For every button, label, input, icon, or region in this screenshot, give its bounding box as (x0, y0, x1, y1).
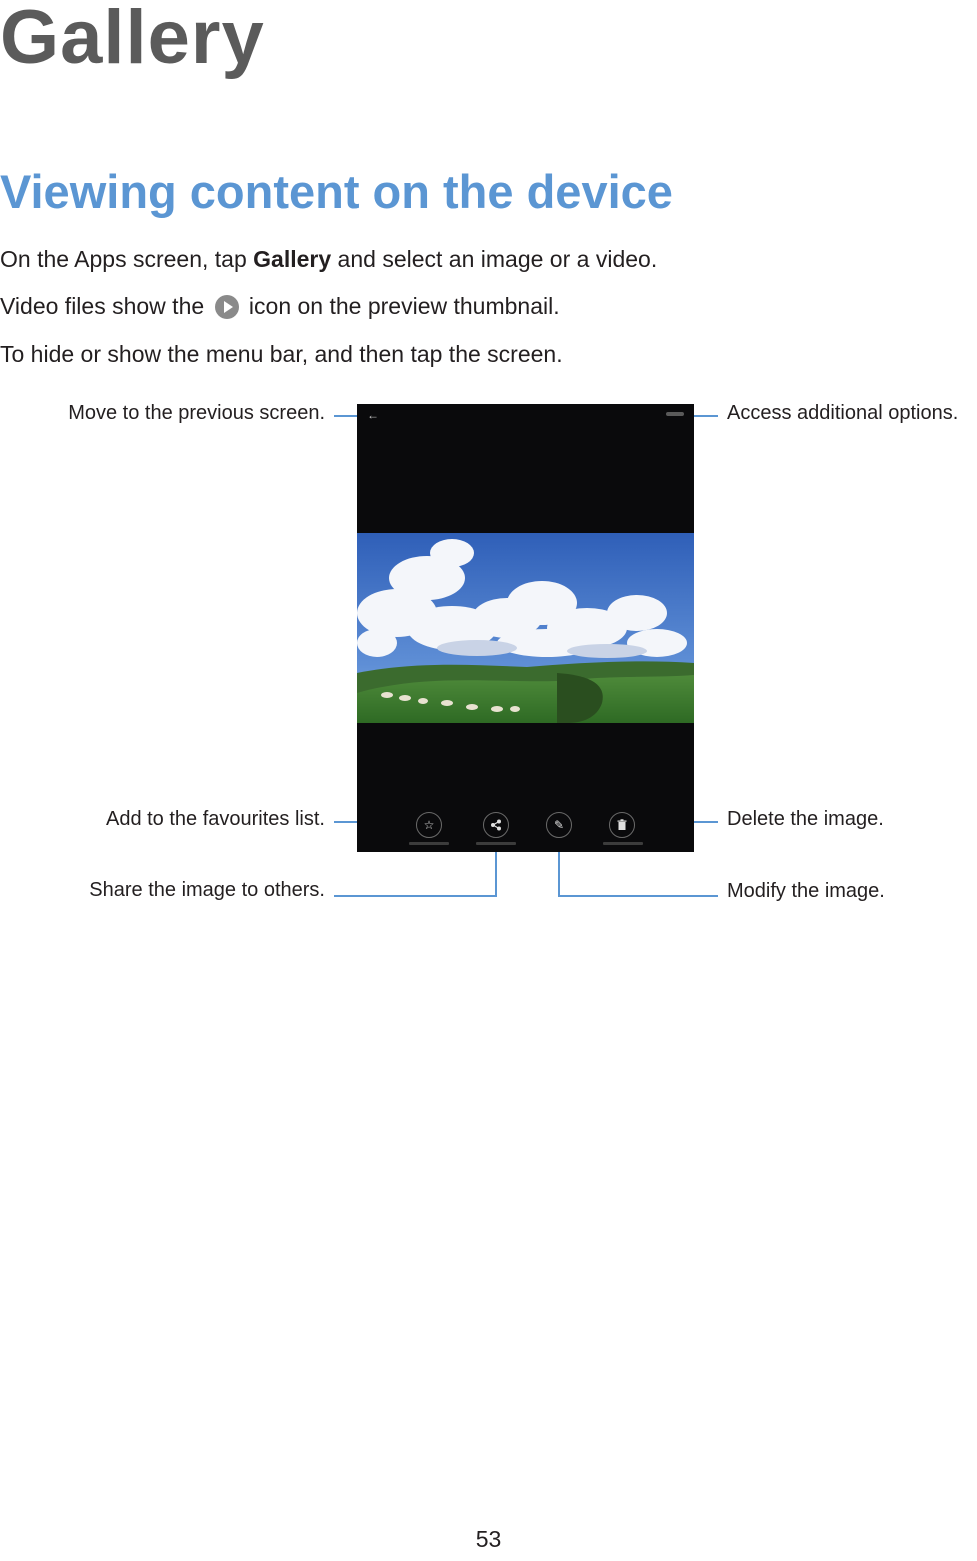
callout-share-image: Share the image to others. (89, 879, 325, 901)
trash-icon (617, 819, 627, 831)
instruction-video-icon: Video files show the icon on the preview thumbnail. (0, 293, 560, 319)
favourite-button[interactable] (416, 812, 442, 838)
share-icon (490, 819, 502, 831)
chapter-title: Gallery (0, 0, 265, 80)
back-arrow-icon[interactable]: ← (367, 408, 379, 422)
instruction-menu-bar: To hide or show the menu bar, and then tap the screen. (0, 341, 563, 367)
gallery-screenshot (357, 404, 694, 852)
bottom-menu-bar (357, 804, 694, 852)
play-icon (215, 295, 239, 319)
share-button[interactable] (483, 812, 509, 838)
edit-button[interactable] (546, 812, 572, 838)
callout-delete-image: Delete the image. (727, 808, 884, 830)
share-label (476, 842, 516, 845)
callout-modify-image: Modify the image. (727, 880, 885, 902)
favourite-label (409, 842, 449, 845)
section-title: Viewing content on the device (0, 165, 673, 218)
delete-button[interactable] (609, 812, 635, 838)
landscape-photo (357, 533, 694, 723)
instruction-open-gallery: On the Apps screen, tap Gallery and select an image or a video. (0, 246, 658, 272)
more-options-button[interactable] (666, 412, 684, 416)
callout-additional-options: Access additional options. (727, 402, 959, 424)
callout-add-favourites: Add to the favourites list. (105, 808, 325, 830)
gallery-app-name: Gallery (253, 246, 332, 272)
page-number: 53 (475, 1526, 502, 1552)
delete-label (603, 842, 643, 845)
callout-previous-screen: Move to the previous screen. (68, 402, 325, 424)
pencil-icon: ✎ (553, 818, 565, 832)
star-icon: ☆ (423, 818, 435, 832)
